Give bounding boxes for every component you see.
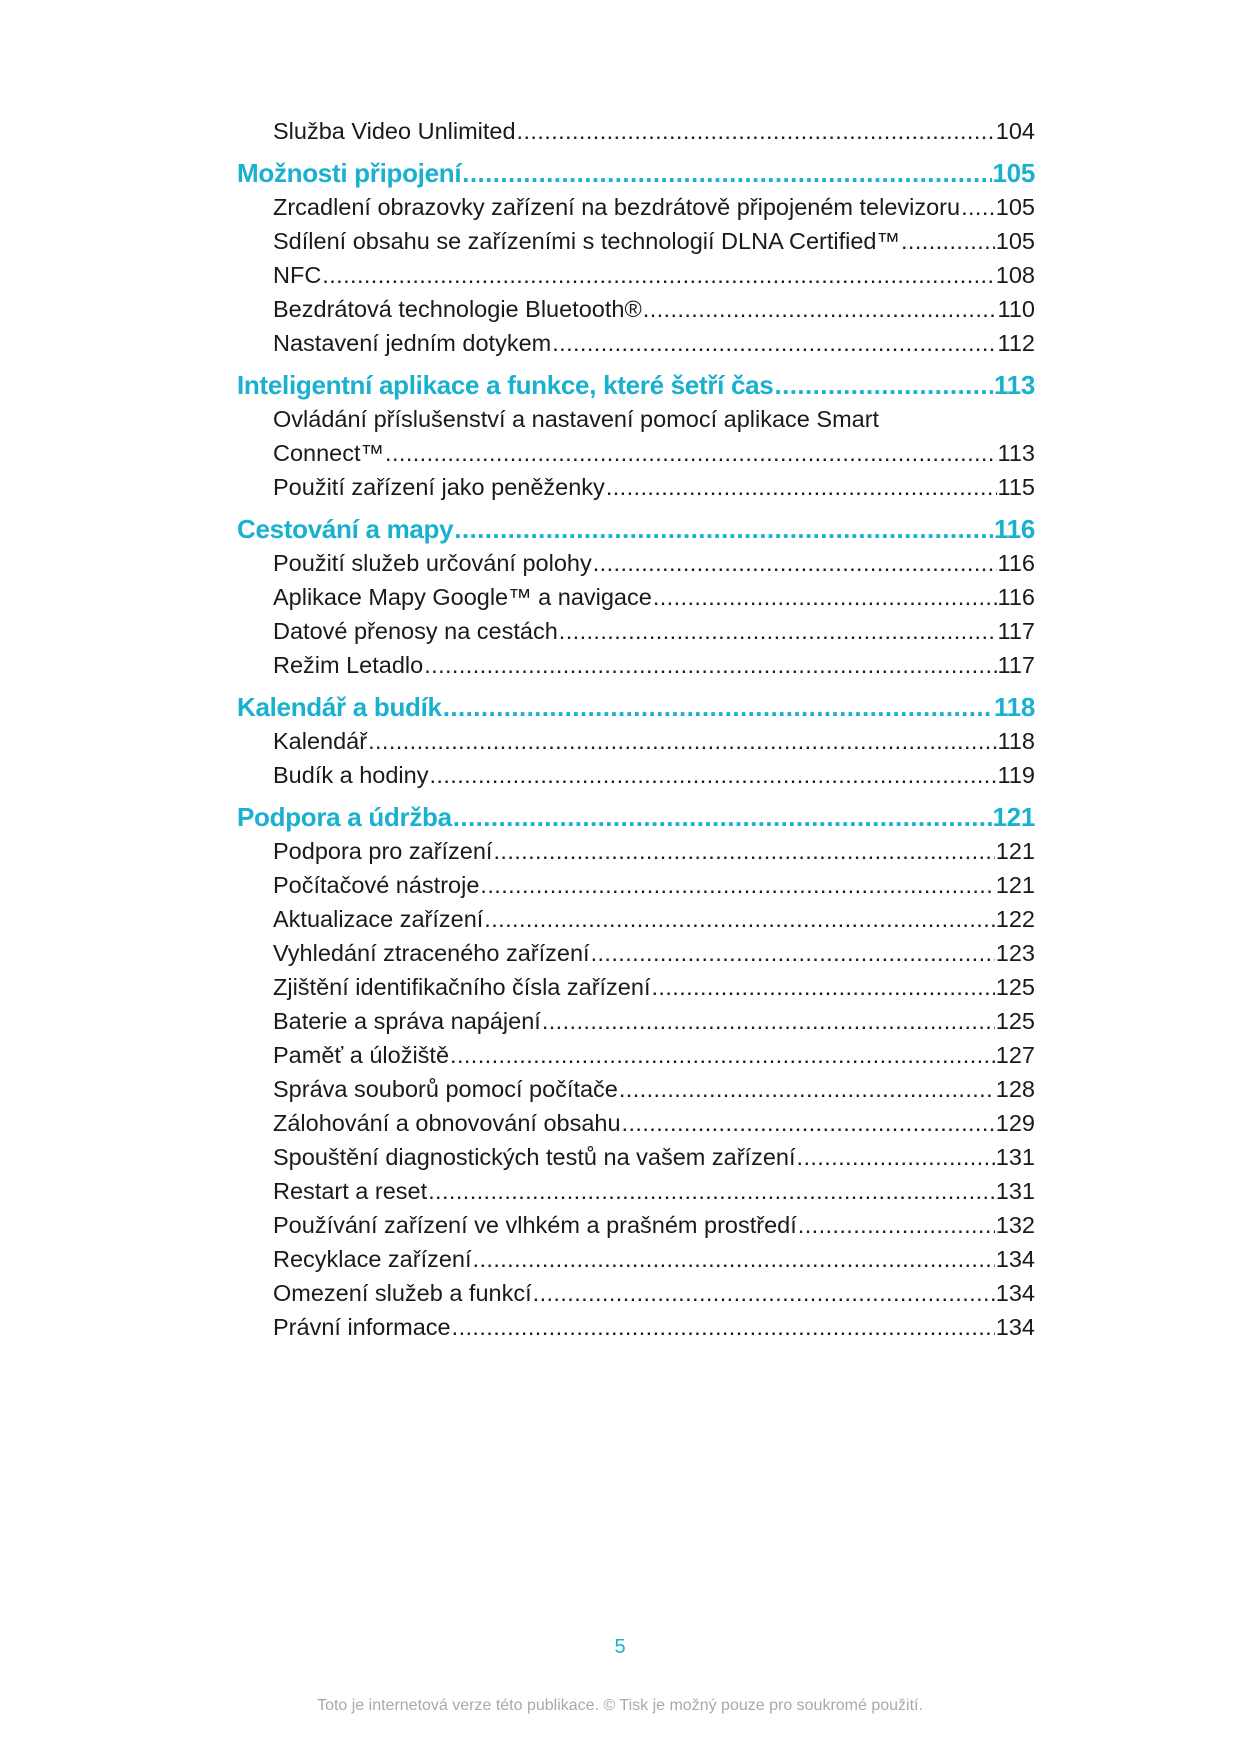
toc-entry-title: Nastavení jedním dotykem <box>273 330 552 356</box>
toc-page-number: 134 <box>995 1246 1035 1272</box>
dot-leader <box>542 1004 995 1038</box>
toc-entry-title: Restart a reset <box>273 1178 428 1204</box>
toc-page-number: 108 <box>995 262 1035 288</box>
toc-entry[interactable] <box>273 326 1035 360</box>
toc-entry[interactable] <box>273 580 1035 614</box>
toc-entry-title: Datové přenosy na cestách <box>273 618 558 644</box>
dot-leader <box>484 902 994 936</box>
toc-entry-title: Správa souborů pomocí počítače <box>273 1076 618 1102</box>
toc-page-number: 122 <box>995 906 1035 932</box>
toc-page-number: 121 <box>995 872 1035 898</box>
toc-entry-title: Paměť a úložiště <box>273 1042 450 1068</box>
toc-entry-title: Aktualizace zařízení <box>273 906 484 932</box>
toc-page-number: 105 <box>992 158 1035 188</box>
toc-page-number: 132 <box>995 1212 1035 1238</box>
toc-entry[interactable] <box>273 1140 1035 1174</box>
toc-page-number: 105 <box>995 194 1035 220</box>
toc-entry[interactable] <box>273 258 1035 292</box>
toc-entry-title: Podpora pro zařízení <box>273 838 493 864</box>
toc-entry[interactable] <box>273 1242 1035 1276</box>
toc-page-number: 128 <box>995 1076 1035 1102</box>
toc-entry-title: Spouštění diagnostických testů na vašem zařízení <box>273 1144 796 1170</box>
toc-page-number: 113 <box>993 370 1035 400</box>
toc-chapter[interactable] <box>237 156 1035 190</box>
toc-entry[interactable] <box>273 1276 1035 1310</box>
dot-leader <box>622 1106 995 1140</box>
toc-entry[interactable] <box>273 190 1035 224</box>
toc-entry-title: Zálohování a obnovování obsahu <box>273 1110 621 1136</box>
dot-leader <box>901 224 995 258</box>
toc-entry-title: Omezení služeb a funkcí <box>273 1280 532 1306</box>
toc-page-number: 113 <box>997 440 1035 466</box>
toc-entry[interactable] <box>273 1038 1035 1072</box>
toc-chapter-title: Podpora a údržba <box>237 802 452 832</box>
toc-entry[interactable] <box>273 868 1035 902</box>
toc-entry[interactable] <box>273 834 1035 868</box>
toc-entry-title: Počítačové nástroje <box>273 872 480 898</box>
toc-entry[interactable] <box>273 724 1035 758</box>
toc-page-number: 134 <box>995 1280 1035 1306</box>
dot-leader <box>619 1072 995 1106</box>
toc-page-number: 131 <box>995 1144 1035 1170</box>
toc-entry-title: Recyklace zařízení <box>273 1246 472 1272</box>
toc-page-number: 116 <box>997 550 1035 576</box>
toc-entry[interactable] <box>273 758 1035 792</box>
toc-page-number: 134 <box>995 1314 1035 1340</box>
dot-leader <box>798 1208 995 1242</box>
dot-leader <box>424 648 996 682</box>
toc-entry[interactable] <box>273 1072 1035 1106</box>
toc-page-number: 131 <box>995 1178 1035 1204</box>
dot-leader <box>368 724 996 758</box>
dot-leader <box>591 936 995 970</box>
toc-chapter[interactable] <box>237 690 1035 724</box>
toc-entry[interactable] <box>273 1310 1035 1344</box>
toc-chapter-title: Cestování a mapy <box>237 514 454 544</box>
toc-entry-title: Používání zařízení ve vlhkém a prašném prostředí <box>273 1212 797 1238</box>
toc-entry[interactable] <box>273 648 1035 682</box>
toc-entry-title: Právní informace <box>273 1314 451 1340</box>
toc-page-number: 121 <box>992 802 1035 832</box>
toc-entry-title: Použití zařízení jako peněženky <box>273 474 605 500</box>
dot-leader <box>462 156 991 190</box>
toc-page-number: 118 <box>997 728 1035 754</box>
toc-entry-title: Aplikace Mapy Google™ a navigace <box>273 584 652 610</box>
toc-entry[interactable] <box>273 1106 1035 1140</box>
dot-leader <box>593 546 997 580</box>
dot-leader <box>643 292 997 326</box>
toc-page-number: 117 <box>997 618 1035 644</box>
dot-leader <box>443 690 993 724</box>
toc-page-number: 125 <box>995 974 1035 1000</box>
dot-leader <box>473 1242 995 1276</box>
toc-chapter-title: Inteligentní aplikace a funkce, které šetří čas <box>237 370 774 400</box>
toc-entry[interactable] <box>273 292 1035 326</box>
dot-leader <box>653 580 997 614</box>
toc-entry-title: Bezdrátová technologie Bluetooth® <box>273 296 642 322</box>
dot-leader <box>493 834 994 868</box>
toc-entry[interactable] <box>273 470 1035 504</box>
toc-page-number: 125 <box>995 1008 1035 1034</box>
toc-page-number: 121 <box>995 838 1035 864</box>
footer-note: Toto je internetová verze této publikace. © Tisk je možný pouze pro soukromé použití. <box>317 1697 923 1714</box>
dot-leader <box>480 868 994 902</box>
toc-entry-title-continued: Connect™ <box>273 440 385 466</box>
toc-chapter-title: Kalendář a budík <box>237 692 442 722</box>
toc-entry[interactable] <box>273 1208 1035 1242</box>
toc-entry[interactable] <box>273 1004 1035 1038</box>
dot-leader <box>559 614 997 648</box>
page-number: 5 <box>614 1636 626 1658</box>
dot-leader <box>774 368 992 402</box>
toc-entry[interactable] <box>273 546 1035 580</box>
dot-leader <box>428 1174 995 1208</box>
toc-chapter[interactable] <box>237 512 1035 546</box>
toc-page-number: 116 <box>997 584 1035 610</box>
dot-leader <box>453 800 992 834</box>
toc-entry-title: Ovládání příslušenství a nastavení pomocí aplikace Smart <box>273 406 880 432</box>
dot-leader <box>606 470 997 504</box>
dot-leader <box>651 970 994 1004</box>
toc-page-number: 117 <box>997 652 1035 678</box>
toc-page-number: 105 <box>995 228 1035 254</box>
toc-entry-title: Použití služeb určování polohy <box>273 550 592 576</box>
toc-entry-title: Služba Video Unlimited <box>273 118 516 144</box>
dot-leader <box>322 258 994 292</box>
toc-entry-title: NFC <box>273 262 322 288</box>
table-of-contents <box>237 114 1035 1344</box>
toc-entry[interactable] <box>273 970 1035 1004</box>
dot-leader <box>452 1310 995 1344</box>
toc-entry[interactable] <box>273 114 1035 148</box>
toc-entry[interactable] <box>273 224 1035 258</box>
dot-leader <box>429 758 996 792</box>
toc-page-number: 104 <box>995 118 1035 144</box>
toc-entry-title: Vyhledání ztraceného zařízení <box>273 940 590 966</box>
dot-leader <box>533 1276 995 1310</box>
dot-leader <box>450 1038 995 1072</box>
dot-leader <box>454 512 993 546</box>
toc-page-number: 127 <box>995 1042 1035 1068</box>
toc-page-number: 116 <box>993 514 1035 544</box>
toc-entry-title: Režim Letadlo <box>273 652 424 678</box>
toc-page-number: 115 <box>997 474 1035 500</box>
toc-chapter-title: Možnosti připojení <box>237 158 462 188</box>
toc-chapter[interactable] <box>237 368 1035 402</box>
toc-entry-title: Baterie a správa napájení <box>273 1008 541 1034</box>
toc-page-number: 112 <box>997 330 1035 356</box>
dot-leader <box>517 114 995 148</box>
toc-entry-title: Zrcadlení obrazovky zařízení na bezdrátově připojeném televizoru <box>273 194 961 220</box>
dot-leader <box>961 190 995 224</box>
toc-page-number: 118 <box>993 692 1035 722</box>
toc-entry[interactable] <box>273 402 1035 470</box>
dot-leader <box>385 436 997 470</box>
toc-entry-title: Budík a hodiny <box>273 762 429 788</box>
toc-entry[interactable] <box>273 902 1035 936</box>
toc-entry[interactable] <box>273 936 1035 970</box>
dot-leader <box>552 326 996 360</box>
toc-entry-title: Kalendář <box>273 728 368 754</box>
toc-entry-title: Sdílení obsahu se zařízeními s technologií DLNA Certified™ <box>273 228 900 254</box>
dot-leader <box>797 1140 995 1174</box>
toc-page-number: 129 <box>995 1110 1035 1136</box>
toc-entry[interactable] <box>273 1174 1035 1208</box>
toc-chapter[interactable] <box>237 800 1035 834</box>
toc-page-number: 123 <box>995 940 1035 966</box>
toc-entry-title: Zjištění identifikačního čísla zařízení <box>273 974 651 1000</box>
toc-page-number: 119 <box>997 762 1035 788</box>
toc-entry[interactable] <box>273 614 1035 648</box>
toc-page-number: 110 <box>997 296 1035 322</box>
